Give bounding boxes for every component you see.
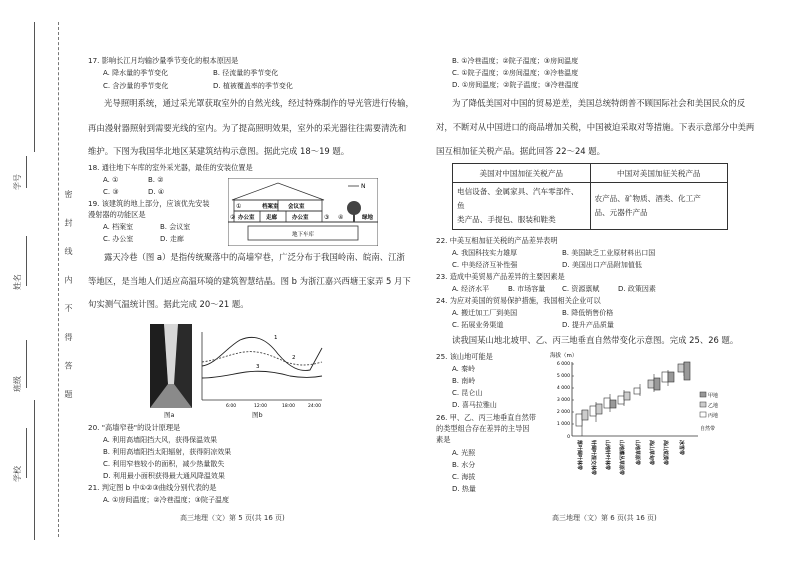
q18-option-a: A. ① bbox=[103, 176, 119, 184]
id-underline bbox=[26, 156, 27, 188]
legend-jia: 甲地 bbox=[708, 393, 719, 399]
q23-stem: 23. 造成中美贸易产品差异的主要因素是 bbox=[436, 272, 565, 281]
q17-option-a: A. 降水量的季节变化 bbox=[103, 69, 169, 77]
intro3-line3: 国互相加征关税产品。据此回答 22～24 题。 bbox=[436, 146, 606, 156]
table-cell-us bbox=[453, 183, 591, 230]
tick-label-2: 12:00 bbox=[254, 404, 267, 408]
q19-option-d: D. 走廊 bbox=[160, 235, 184, 243]
q26-stem-1: 26. 甲、乙、丙三地垂直自然带 bbox=[436, 413, 536, 422]
svg-text:1: 1 bbox=[274, 335, 278, 341]
dash-line bbox=[58, 22, 59, 537]
zone-label-1: 落叶阔叶林带 bbox=[576, 440, 582, 471]
q26-stem-2: 的类型组合存在差异的主导因 bbox=[436, 424, 530, 433]
marker-2: ② bbox=[230, 214, 236, 221]
zone-chart-ylabel: 海拔（m） bbox=[550, 353, 578, 359]
marker-3: ③ bbox=[324, 214, 330, 221]
q18-option-b: B. ② bbox=[148, 176, 164, 184]
student-id-label: 学号 bbox=[13, 174, 22, 190]
tick-label-3: 18:00 bbox=[282, 404, 295, 408]
name-label: 姓名 bbox=[13, 274, 22, 290]
seal-line-text: 密 封 线 内 不 得 答 题 bbox=[64, 190, 73, 407]
table-header-us: 美国对中国加征关税产品 bbox=[453, 164, 591, 183]
zone-label-5: 山地草原带 bbox=[634, 440, 640, 466]
q19-option-b: B. 会议室 bbox=[160, 223, 191, 231]
q19-option-a: A. 档案室 bbox=[103, 223, 134, 231]
greenbelt-label: 绿地 bbox=[362, 215, 374, 221]
q26-stem-3: 素是 bbox=[436, 435, 451, 444]
ytick-1000: 1 000 bbox=[556, 422, 570, 427]
q26-option-b: B. 水分 bbox=[452, 461, 476, 469]
q17-option-c: C. 含沙量的季节变化 bbox=[103, 82, 169, 90]
marker-4: ④ bbox=[338, 214, 344, 221]
zone-label-2: 针阔叶混交林带 bbox=[590, 440, 596, 476]
intro1-line1: 光导照明系统，通过采光罩获取室外的自然光线，经过特殊制作的导光管进行传输， bbox=[104, 98, 414, 108]
svg-text:2: 2 bbox=[292, 355, 296, 361]
ytick-5000: 5 000 bbox=[556, 374, 570, 379]
ytick-2000: 2 000 bbox=[556, 410, 570, 415]
school-underline bbox=[26, 428, 27, 478]
ytick-6000: 6 000 bbox=[556, 362, 570, 367]
legend-yi: 乙地 bbox=[708, 403, 719, 409]
q19-option-c: C. 办公室 bbox=[103, 235, 134, 243]
intro4: 读我国某山地北坡甲、乙、丙三地垂直自然带变化示意图。完成 25、26 题。 bbox=[452, 335, 739, 345]
garage-label: 地下车库 bbox=[292, 232, 315, 238]
q21-stem: 21. 判定图 b 中①②③曲线分别代表的是 bbox=[88, 483, 217, 492]
q26-option-c: C. 海拔 bbox=[452, 473, 476, 481]
q22-stem: 22. 中美互相加征关税的产品差异表明 bbox=[436, 236, 558, 245]
q19-stem-2: 漫射器的功能区是 bbox=[88, 210, 146, 219]
legend-title: 自然带 bbox=[700, 426, 716, 432]
q24-option-b: B. 降低销售价格 bbox=[562, 309, 614, 317]
q17-stem: 17. 影响长江月均输沙量季节变化的根本原因是 bbox=[88, 56, 239, 65]
curve-2 bbox=[202, 352, 322, 365]
table-cell-cn-line2: 品、元器件产品 bbox=[594, 208, 648, 217]
natural-zone-chart bbox=[548, 350, 732, 500]
marker-1: ① bbox=[236, 203, 242, 210]
fig-a-label: 图a bbox=[164, 411, 175, 419]
building-diagram bbox=[228, 178, 378, 246]
q23-option-c: C. 资源禀赋 bbox=[562, 285, 600, 293]
zone-label-7: 高山荒漠带 bbox=[662, 440, 668, 466]
q21-option-a: A. ①房间温度；②冷巷温度；③院子温度 bbox=[103, 496, 229, 504]
svg-text:3: 3 bbox=[256, 364, 260, 370]
ytick-4000: 4 000 bbox=[556, 386, 570, 391]
table-cell-us-line1: 电信设备、金属家具、汽车零部件、鱼 bbox=[457, 187, 579, 210]
intro1-line2: 再由漫射器照射到需要光线的室内。为了提高照明效果，室外的采光器往往需要清洗和 bbox=[88, 123, 407, 133]
q24-option-a: A. 搬迁加工厂到美国 bbox=[452, 309, 518, 317]
q25-option-a: A. 秦岭 bbox=[452, 365, 476, 373]
table-cell-cn bbox=[590, 183, 728, 230]
q21-option-c: C. ①院子温度；②房间温度；③冷巷温度 bbox=[452, 69, 579, 77]
q22-option-c: C. 中美经济互补性强 bbox=[452, 261, 518, 269]
zone-label-8: 冰雪带 bbox=[678, 440, 684, 456]
q18-stem: 18. 通往地下车库的室外采光器，最佳的安装位置是 bbox=[88, 163, 253, 172]
alley-photo bbox=[150, 324, 192, 408]
ytick-0: 0 bbox=[567, 435, 570, 440]
intro3-line2: 对，不断对从中国进口的商品增加关税，中国被迫采取对等措施。下表示意部分中美两 bbox=[436, 122, 755, 132]
q23-option-d: D. 政策因素 bbox=[618, 285, 656, 293]
table-cell-us-line2: 类产品、手提包、服装和鞋类 bbox=[457, 215, 556, 224]
tick-label-4: 24:00 bbox=[308, 404, 321, 408]
zone-label-6: 高山草甸带 bbox=[648, 440, 654, 466]
q20-option-c: C. 利用窄巷较小的面积，减少热量散失 bbox=[103, 460, 225, 468]
q26-option-a: A. 光照 bbox=[452, 449, 476, 457]
binding-top-line bbox=[34, 22, 35, 152]
q22-option-a: A. 我国科技实力雄厚 bbox=[452, 249, 518, 257]
q20-option-a: A. 利用高墙阳挡大风，获得保温效果 bbox=[103, 436, 218, 444]
binding-bottom-line bbox=[34, 400, 35, 540]
q25-option-d: D. 喜马拉雅山 bbox=[452, 401, 497, 409]
intro1-line3: 维护。下图为我国华北地区某建筑结构示意图。据此完成 18～19 题。 bbox=[88, 146, 350, 156]
q19-stem-1: 19. 该建筑的地上部分，应该优先安装 bbox=[88, 199, 210, 208]
right-page-footer: 高三地理（文）第 6 页(共 16 页) bbox=[552, 514, 657, 522]
name-underline bbox=[26, 236, 27, 286]
q21-option-d: D. ①房间温度；②院子温度；③冷巷温度 bbox=[452, 81, 579, 89]
q23-option-a: A. 经济水平 bbox=[452, 285, 490, 293]
meeting-room-label: 会议室 bbox=[288, 204, 305, 210]
intro3-line1: 为了降低美国对中国的贸易逆差，美国总统特朗普不顾国际社会和美国民众的反 bbox=[452, 98, 746, 108]
q17-option-b: B. 径流量的季节变化 bbox=[213, 69, 279, 77]
school-label: 学校 bbox=[13, 466, 22, 482]
legend-bing: 丙地 bbox=[708, 413, 719, 419]
intro2-line3: 旬实测气温统计图。据此完成 20～21 题。 bbox=[88, 299, 249, 309]
ytick-3000: 3 000 bbox=[556, 398, 570, 403]
class-label: 班级 bbox=[13, 376, 22, 392]
left-page-footer: 高三地理（文）第 5 页(共 16 页) bbox=[180, 514, 285, 522]
q24-stem: 24. 为应对美国的贸易保护措施，我国相关企业可以 bbox=[436, 296, 601, 305]
q21-option-b: B. ①冷巷温度；②院子温度；③房间温度 bbox=[452, 57, 579, 65]
tariff-table bbox=[452, 163, 728, 230]
q25-option-c: C. 昆仑山 bbox=[452, 389, 483, 397]
q17-option-d: D. 植被覆盖率的季节变化 bbox=[213, 82, 293, 90]
q23-option-b: B. 市场容量 bbox=[508, 285, 546, 293]
q24-option-d: D. 提升产品质量 bbox=[562, 321, 614, 329]
north-arrow-label: N bbox=[361, 183, 366, 190]
q26-option-d: D. 热量 bbox=[452, 485, 476, 493]
q22-option-d: D. 美国出口产品附加值低 bbox=[562, 261, 642, 269]
fig-b-label: 图b bbox=[252, 411, 263, 419]
office-left-label: 办公室 bbox=[238, 215, 255, 221]
q18-option-c: C. ③ bbox=[103, 188, 119, 196]
q25-stem: 25. 该山地可能是 bbox=[436, 352, 493, 361]
curve-3 bbox=[202, 371, 322, 378]
office-right-label: 办公室 bbox=[292, 215, 309, 221]
intro2-line1: 露天冷巷（图 a）是指传统聚落中的高墙窄巷，广泛分布于我国岭南、皖南、江浙 bbox=[104, 252, 405, 262]
temperature-chart bbox=[196, 328, 326, 408]
class-underline bbox=[26, 340, 27, 388]
q20-stem: 20. "高墙窄巷"的设计原理是 bbox=[88, 423, 181, 432]
q18-option-d: D. ④ bbox=[148, 188, 165, 196]
tick-label-1: 6:00 bbox=[226, 404, 237, 408]
q22-option-b: B. 美国缺乏工业原材料出口国 bbox=[562, 249, 656, 257]
zone-label-4: 山地灌丛草原带 bbox=[618, 440, 624, 476]
archive-room-label: 档案室 bbox=[262, 204, 279, 210]
table-header-cn: 中国对美国加征关税产品 bbox=[590, 164, 728, 183]
q25-option-b: B. 南岭 bbox=[452, 377, 476, 385]
corridor-label: 走廊 bbox=[266, 215, 278, 221]
q24-option-c: C. 拓展业务渠道 bbox=[452, 321, 504, 329]
q20-option-b: B. 利用高墙阳挡太阳辐射，获得阴凉效果 bbox=[103, 448, 232, 456]
zone-label-3: 山地针叶林带 bbox=[604, 440, 610, 471]
curve-1 bbox=[202, 337, 322, 370]
q20-option-d: D. 利用最小面积获得最大通风降温效果 bbox=[103, 472, 225, 480]
intro2-line2: 等地区，是当地人们适应高温环境的建筑智慧结晶。图 b 为浙江嘉兴西塘王家弄 5 月下 bbox=[88, 276, 411, 286]
table-cell-cn-line1: 农产品、矿物质、酒类、化工产 bbox=[594, 194, 701, 203]
